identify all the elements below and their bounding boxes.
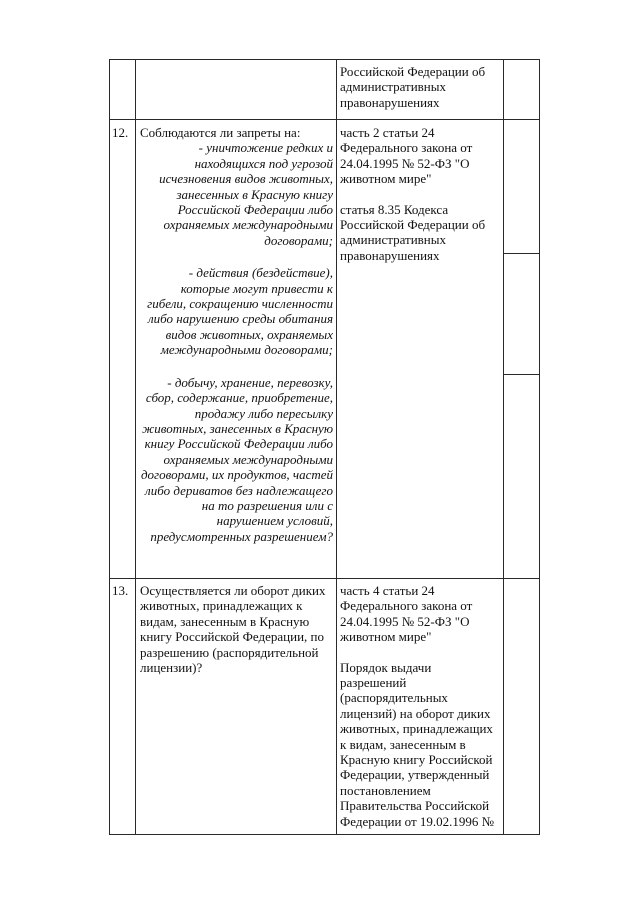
- question-cell-13: [140, 583, 333, 675]
- requirement-text: Российской Федерации об административных правонарушениях: [340, 64, 486, 110]
- column-divider-1: [135, 59, 136, 835]
- table-border-right: [539, 59, 540, 835]
- requirement-cell-prev: [340, 64, 500, 110]
- prohibition-item-3: - добычу, хранение, перевозку, сбор, содержание, приобретение, продажу либо пересылку животных, занесенных в Красную книгу Российской Федерации либо охраняемых международными договорами, их продуктов, частей либо дериватов без надлежащего на то разрешения или с нарушением условий, предусмотренных разрешением?: [140, 374, 333, 544]
- prohibition-item-2: - действия (бездействие), которые могут привести к гибели, сокращению численности либо нарушению среды обитания видов животных, охраняемых международными договорами;: [147, 265, 333, 358]
- column-divider-3: [503, 59, 504, 835]
- question-text: Осуществляется ли оборот диких животных, принадлежащих к видам, занесенным в Красную книгу Российской Федерации, по разрешению (распорядительной лицензии)?: [140, 583, 326, 676]
- row-number-13: 13.: [112, 583, 129, 598]
- requirement-cell-12: [340, 125, 500, 263]
- table-border-top: [109, 59, 540, 60]
- question-cell-12: [140, 125, 333, 544]
- requirement-law: часть 4 статьи 24 Федерального закона от 24.04.1995 № 52-ФЗ "О животном мире": [340, 583, 473, 645]
- column-divider-2: [336, 59, 337, 835]
- row-divider-13: [109, 578, 540, 579]
- requirement-law: часть 2 статьи 24 Федерального закона от 24.04.1995 № 52-ФЗ "О животном мире": [340, 125, 473, 187]
- requirement-cell-13: [340, 583, 500, 829]
- requirement-procedure: Порядок выдачи разрешений (распорядительных лицензий) на оборот диких животных, принадлежащих к видам, занесенным в Красную книгу Российской Федерации, утвержденный постановлением Правительства Российской Федерации от 19.02.1996 №: [340, 659, 495, 829]
- subrow-divider-2: [503, 374, 540, 375]
- row-divider-12: [109, 119, 540, 120]
- row-number-12: 12.: [112, 125, 129, 140]
- question-text: Соблюдаются ли запреты на:: [140, 125, 301, 140]
- prohibition-item-1: - уничтожение редких и находящихся под угрозой исчезновения видов животных, занесенных в Красную книгу Российской Федерации либо охраняемых международными договорами;: [159, 140, 333, 248]
- table-border-bottom: [109, 834, 540, 835]
- table-border-left: [109, 59, 110, 835]
- subrow-divider-1: [503, 253, 540, 254]
- requirement-code: статья 8.35 Кодекса Российской Федерации об административных правонарушениях: [340, 201, 486, 263]
